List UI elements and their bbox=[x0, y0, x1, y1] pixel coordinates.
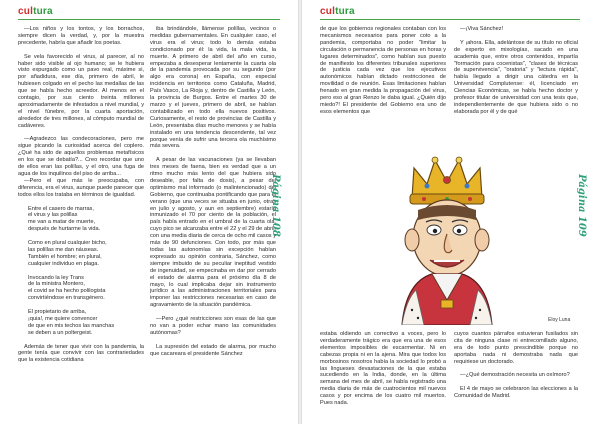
right-text-column-2-bottom bbox=[454, 331, 578, 400]
right-text-column-1-top bbox=[320, 26, 446, 116]
royal-robe-icon bbox=[402, 274, 492, 325]
paragraph: me van a matar de muerte, bbox=[28, 219, 96, 226]
paragraph: estaba oldiendo un correctivo a voces, pero lo verdaderamente trágico era que era una de esos elementos imposibles de escarmentar. Ni en cabezas propia ni en la ajena. Mira que todos los morbosinos nosotros había la sociedad lo probó a las lingueses devastaciones de la que estaba sucediendo en la India, donde, en la última semana del mes de abril, se había registrado una media diaria de más de cuatrocientos mil nuevos casos y por encima de los cuatro mil muertos. Pues nada. bbox=[320, 331, 446, 407]
header-rule bbox=[18, 19, 280, 20]
magazine-logo: cultura bbox=[320, 6, 355, 17]
right-text-column-2-top bbox=[454, 26, 578, 116]
right-page bbox=[302, 0, 600, 424]
paragraph: cualquier individuo en plaga. bbox=[28, 260, 99, 267]
left-text-column-1 bbox=[18, 26, 144, 364]
paragraph: A pesar de las vacunaciones (ya se llevaban tres meses de faena, bien es verdad que a un ritmo mucho más lento del que hubiera sido deseable, por falta de dosis), a pesar del optimismo mal informado (o malintencionado) del Gobierno, que continuaba pontificando que para el verano (que una veces se situaba en junio, otras en julio y agosto, y aun en septiembre) estaría inmunizado el 70 por ciento de la población, el país había entrado en el umbral de la cuarta ola, cuyo pico se alcanzaba entre el 22 y el 29 de abril, con una media diaria de cerca de ocho mil casos y más de 90 defunciones. Con todo, por más que todas las autonomías sin excepción habían expresado su opinión contraria, Sánchez, como siempre imbuido de su peculiar ineptitud vestido de ingenuidad, se empecinaba en dar por cerrado el estado de alarma para el próximo día 8 de mayo, lo cual implicaba dejar sin instrumento jurídico a las administraciones territoriales para imponer las restricciones necesarias en caso de agravamiento de la situación pandémica. bbox=[150, 157, 276, 309]
paragraph: el virus y las polillas bbox=[28, 212, 78, 219]
paragraph: convirtiéndose en transgénero. bbox=[28, 295, 105, 302]
header-rule bbox=[320, 19, 580, 20]
page-number: Página 109 bbox=[575, 174, 587, 237]
paragraph: después de hurtarme la vida. bbox=[28, 226, 101, 233]
paragraph: —Agradezco las condecoraciones, pero me sigue picando la curiosidad acerca del coplero. ¿Qué ha sido de aquellos problemas metafísicos en los que se debatía?... Creo recordar que uno de ellos eran las polillas, y el otro, una fuga de agua de los inquilinos del piso de arriba... bbox=[18, 136, 144, 177]
paragraph: de que los gobiernos regionales contaban con los mecanismos necesarios para poner coto a la pandemia, comportaba no poder "limitar la circulación o permanencia de personas en horas y lugares determinados", como habían sus puesto de manifiesto los diferentes tribunales superiores de justicia cada vez que los ejecutivos autonómicos habían dictado restricciones de movilidad o de reunión. Esas limitaciones habían frenado en gran medida la propagación del virus, pero eso al gran Renzo le daba igual. ¿Quién dijo miedo?! El presidente del Gobierno era uno de esos elementos que bbox=[320, 26, 446, 115]
magazine-logo: cultura bbox=[18, 6, 53, 17]
paragraph: las polillas me dan náuseas. bbox=[28, 246, 99, 253]
left-text-column-2 bbox=[150, 26, 276, 357]
face-icon bbox=[405, 200, 489, 276]
paragraph: el covid se ha hecho polilogista bbox=[28, 288, 106, 295]
paragraph: cuyos cuantos párrafos estuvieran fusilados sin cita de ninguna clase ni entrecomillado alguno, era de todo punto prescindible porque no aportaba nada ni demostraba nada que requiriese un doctorado. bbox=[454, 331, 578, 365]
paragraph: Entre el casero de marras, bbox=[28, 205, 94, 212]
illustration-credit: Eloy Luna bbox=[548, 317, 571, 323]
right-text-column-1-bottom bbox=[320, 331, 446, 407]
paragraph: —¿Qué demostración necesita un oxímoro? bbox=[460, 372, 570, 379]
paragraph: Y ¡ahora. Ella, adelántose de su título no oficial de experto en mixologías, sacado en una academia que, entre otros contenidos, impartía "formación para cocenistas", "clases de técnicas de supervivencia", "oratoria" y "lectura rápida", había llegado a dirigir una cátedra en la Universidad Complutense: él, licenciado en Ciencias Económicas, se había hecho doctor y profesor titular de universidad con una tesis que, independientemente de que hubiera sido o no elaborada por él y de qué bbox=[454, 39, 578, 115]
paragraph: El propietario de arriba, bbox=[28, 309, 87, 316]
paragraph: La supresión del estado de alarma, por mucho que cacareara el presidente Sánchez bbox=[150, 343, 276, 357]
page-number: Página 108 bbox=[269, 174, 281, 237]
crown-icon bbox=[410, 157, 484, 204]
paragraph: —Pero ¿qué restricciones son esas de las que no van a poder echar mano las comunidades autónomas? bbox=[150, 316, 276, 336]
paragraph: Invocando la ley Trans bbox=[28, 274, 84, 281]
paragraph: El 4 de mayo se celebraron las elecciones a la Comunidad de Madrid. bbox=[454, 386, 578, 400]
paragraph: Se vela favorecido el virus, al parecer, al no haber sido visible al ojo humano; se le hubiera visto expurgado como un pavo real, máxime si, por añadidura, ese día, primero de abril, le hubiesen colgado en el pecho las medallas de las que se había hecho acreedor. Al menos en el contagio, por sus ciento treinta millones aproximadamente de infestados a nivel mundial, y el nivel fúnebre, por la cuarta aportación, alrededor de tres millones, al cómputo mundial de cadáveres. bbox=[18, 53, 144, 129]
paragraph: se deben a un poltergeist. bbox=[28, 329, 93, 336]
paragraph: Como en plural cualquier bicho, bbox=[28, 240, 107, 247]
left-page bbox=[0, 0, 298, 424]
paragraph: iba brindándole, llámense polillas, vecinos o medidas gubernamentales. En cualquier caso, el virus era el virus; todo lo demás estaba condicionado por él: la vida, la mala vida, la muerte. A primero de abril del año en curso, empezaba a desesperar lentamente la cuarta ola de la pandemia provocada por su segundo (por algo era corona) en España, con especial incidencia en territorios como Cataluña, Madrid, País Vasco, La Rioja y, dentro de Castilla y León, la provincia de Burgos. Entre el martes 30 de marzo y el jueves, primero de abril, se habían contabilizado en todo ella nuevos positivos. Curiosamente, el resto de provincias de Castilla y León, presentaba días mucho menores y se había instalado en una tendencia descendente, tal vez porque venía de sufrir una tercera ola muchísimo más severa. bbox=[150, 26, 276, 150]
caricature-illustration bbox=[372, 150, 522, 325]
paragraph: —¡Viva Sánchez! bbox=[460, 26, 504, 32]
paragraph: —Los niños y los tontos, y los borrachos, siempre dicen la verdad, y, por la muestra precedente, habría que añadir los poetas. bbox=[18, 26, 144, 46]
paragraph: —Pero el que más le preocupaba, con diferencia, era el virus, aunque puede parecer que todos ellos los trataba en términos de igualdad. bbox=[18, 177, 144, 198]
paragraph: También el hombre; en plural, bbox=[28, 253, 102, 260]
paragraph: de la ministra Montero, bbox=[28, 281, 85, 288]
paragraph: de que en mis techos las manchas bbox=[28, 322, 115, 329]
paragraph: ¡quia!, me quiere convencer bbox=[28, 315, 98, 322]
paragraph: Además de tener que vivir con la pandemia, la gente tenía que convivir con las contrariedades que la existencia cotidiana bbox=[18, 343, 144, 364]
